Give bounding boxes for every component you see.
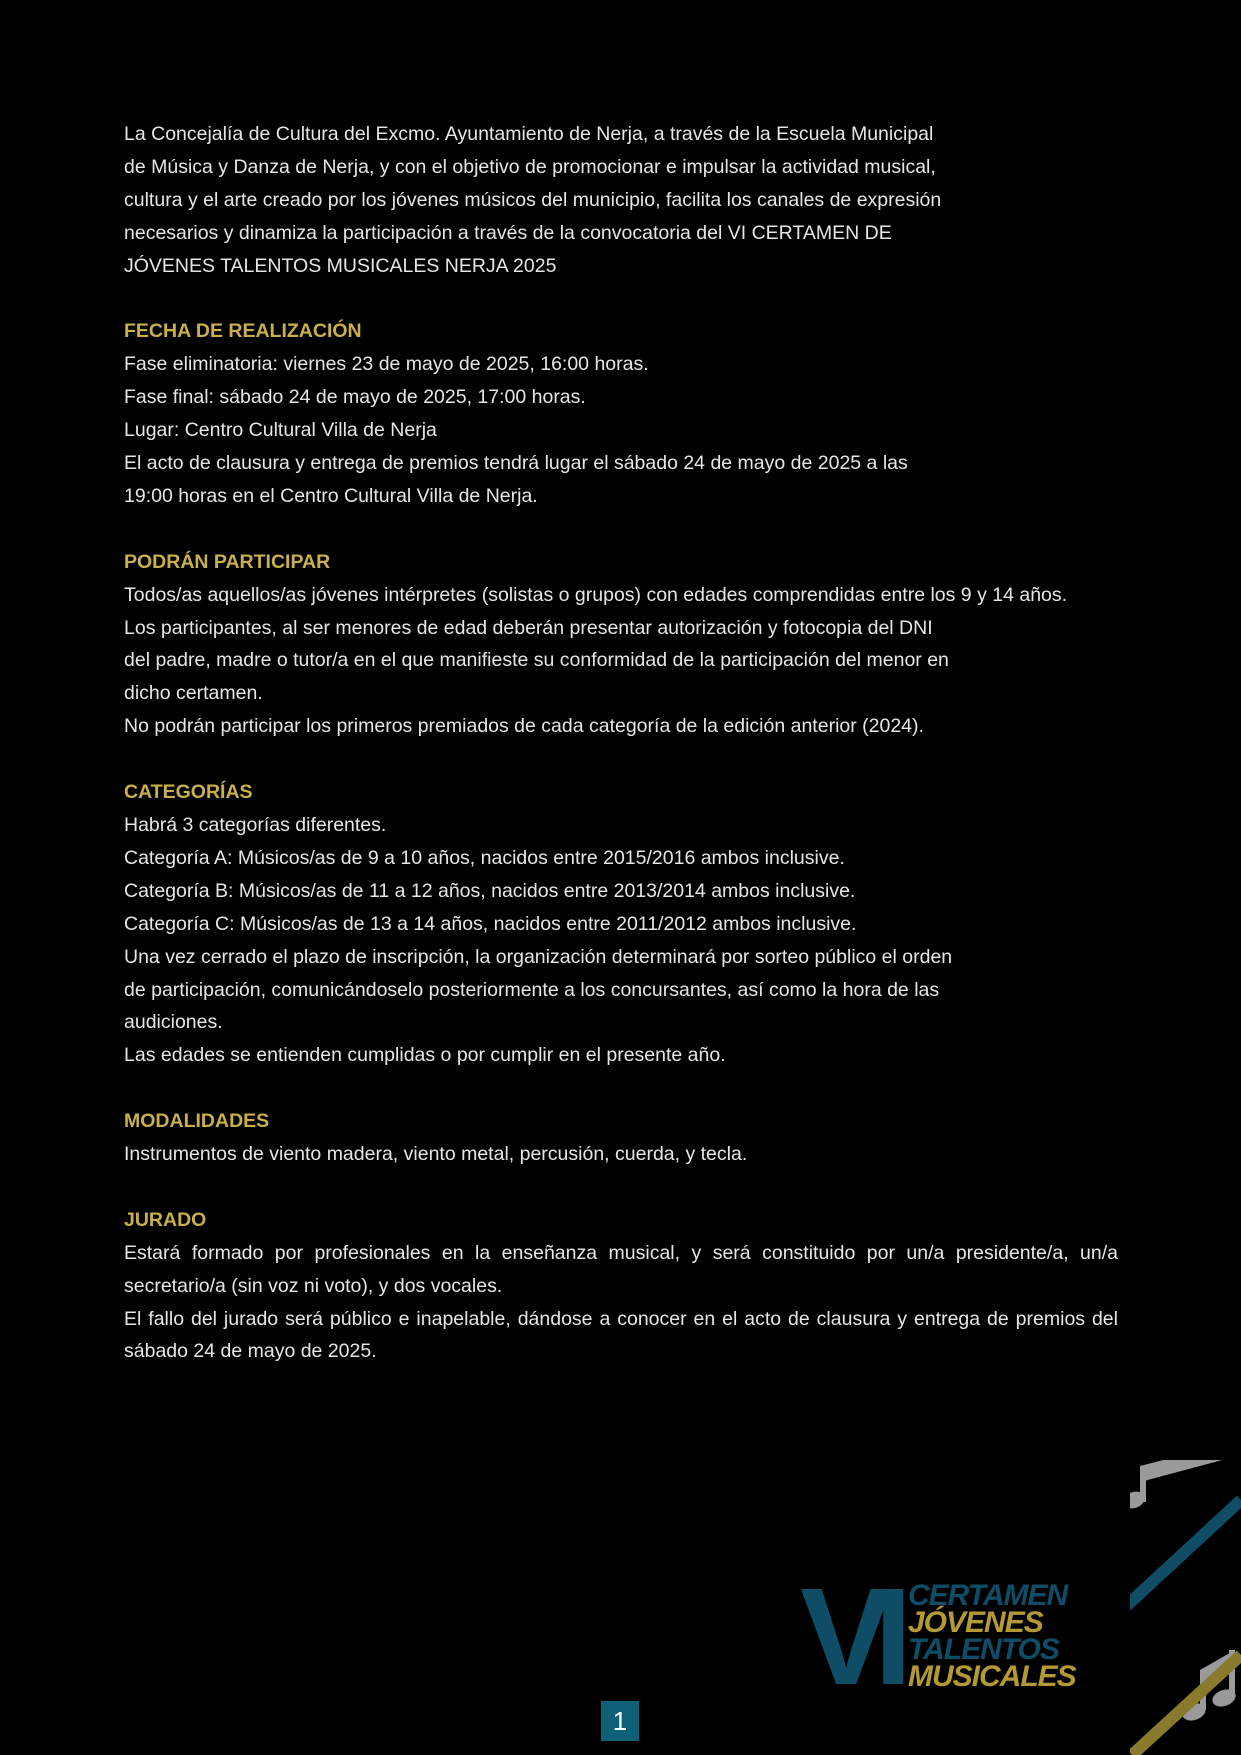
section-fecha: [124, 315, 1118, 512]
section-line: Habrá 3 categorías diferentes.: [124, 813, 387, 836]
section-modalidades: [124, 1105, 1118, 1171]
section-heading: MODALIDADES: [124, 1110, 270, 1133]
section-line: dicho certamen.: [124, 682, 263, 705]
intro-line: cultura y el arte creado por los jóvenes músicos del municipio, facilita los canales de expresión: [124, 188, 942, 211]
section-paragraph: El fallo del jurado será público e inapelable, dándose a conocer en el acto de clausura y entrega de premios del sábado 24 de mayo de 2025.: [124, 1307, 1118, 1363]
intro-line: necesarios y dinamiza la participación a través de la convocatoria del VI CERTAMEN DE: [124, 221, 892, 244]
section-line: Categoría B: Músicos/as de 11 a 12 años, nacidos entre 2013/2014 ambos inclusive.: [124, 879, 856, 902]
intro-line: JÓVENES TALENTOS MUSICALES NERJA 2025: [124, 254, 557, 277]
intro-paragraph: [124, 118, 1118, 283]
section-participar: [124, 546, 1118, 743]
section-line: Fase eliminatoria: viernes 23 de mayo de 2025, 16:00 horas.: [124, 353, 649, 376]
section-categorias: [124, 776, 1118, 1072]
section-line: Categoría A: Músicos/as de 9 a 10 años, nacidos entre 2015/2016 ambos inclusive.: [124, 846, 845, 869]
section-line: Categoría C: Músicos/as de 13 a 14 años, nacidos entre 2011/2012 ambos inclusive.: [124, 912, 857, 935]
music-decoration: [1130, 1460, 1241, 1755]
section-line: Las edades se entienden cumplidas o por cumplir en el presente año.: [124, 1044, 726, 1067]
section-line: No podrán participar los primeros premiados de cada categoría de la edición anterior (2024).: [124, 715, 924, 738]
section-line: Una vez cerrado el plazo de inscripción, la organización determinará por sorteo público el orden: [124, 945, 953, 968]
section-line: de participación, comunicándoselo posteriormente a los concursantes, así como la hora de las: [124, 978, 940, 1001]
section-heading: CATEGORÍAS: [124, 781, 253, 804]
logo-line: JÓVENES: [908, 1606, 1043, 1639]
section-paragraph: Estará formado por profesionales en la enseñanza musical, y será constituido por un/a presidente/a, un/a secretario/a (sin voz ni voto), y dos vocales.: [124, 1241, 1118, 1297]
section-line: del padre, madre o tutor/a en el que manifieste su conformidad de la participación del menor en: [124, 649, 949, 672]
certamen-logo: [800, 1560, 1120, 1714]
logo-line: TALENTOS: [908, 1633, 1059, 1666]
logo-line: MUSICALES: [908, 1660, 1076, 1693]
intro-line: La Concejalía de Cultura del Excmo. Ayuntamiento de Nerja, a través de la Escuela Municipal: [124, 123, 934, 145]
section-heading: PODRÁN PARTICIPAR: [124, 550, 331, 573]
section-heading: JURADO: [124, 1208, 207, 1231]
section-line: Los participantes, al ser menores de edad deberán presentar autorización y fotocopia del DNI: [124, 616, 933, 639]
section-heading: FECHA DE REALIZACIÓN: [124, 320, 362, 343]
page-number: 1: [601, 1701, 639, 1741]
intro-line: de Música y Danza de Nerja, y con el objetivo de promocionar e impulsar la actividad musical,: [124, 155, 936, 178]
logo-wordmark: [908, 1579, 1076, 1693]
section-line: Lugar: Centro Cultural Villa de Nerja: [124, 419, 437, 442]
section-line: Instrumentos de viento madera, viento metal, percusión, cuerda, y tecla.: [124, 1143, 748, 1166]
section-line: audiciones.: [124, 1011, 223, 1034]
section-line: El acto de clausura y entrega de premios tendrá lugar el sábado 24 de mayo de 2025 a las: [124, 452, 908, 475]
logo-line: CERTAMEN: [908, 1579, 1068, 1612]
music-note-icon: [1130, 1460, 1241, 1511]
section-line: Fase final: sábado 24 de mayo de 2025, 17:00 horas.: [124, 386, 586, 409]
section-line: 19:00 horas en el Centro Cultural Villa de Nerja.: [124, 484, 538, 507]
section-jurado: [124, 1204, 1118, 1369]
logo-roman-numeral: VI: [800, 1560, 895, 1714]
section-line: Todos/as aquellos/as jóvenes intérpretes (solistas o grupos) con edades comprendidas entre los 9 y 14 años.: [124, 583, 1068, 606]
document-body: [124, 118, 1118, 1368]
